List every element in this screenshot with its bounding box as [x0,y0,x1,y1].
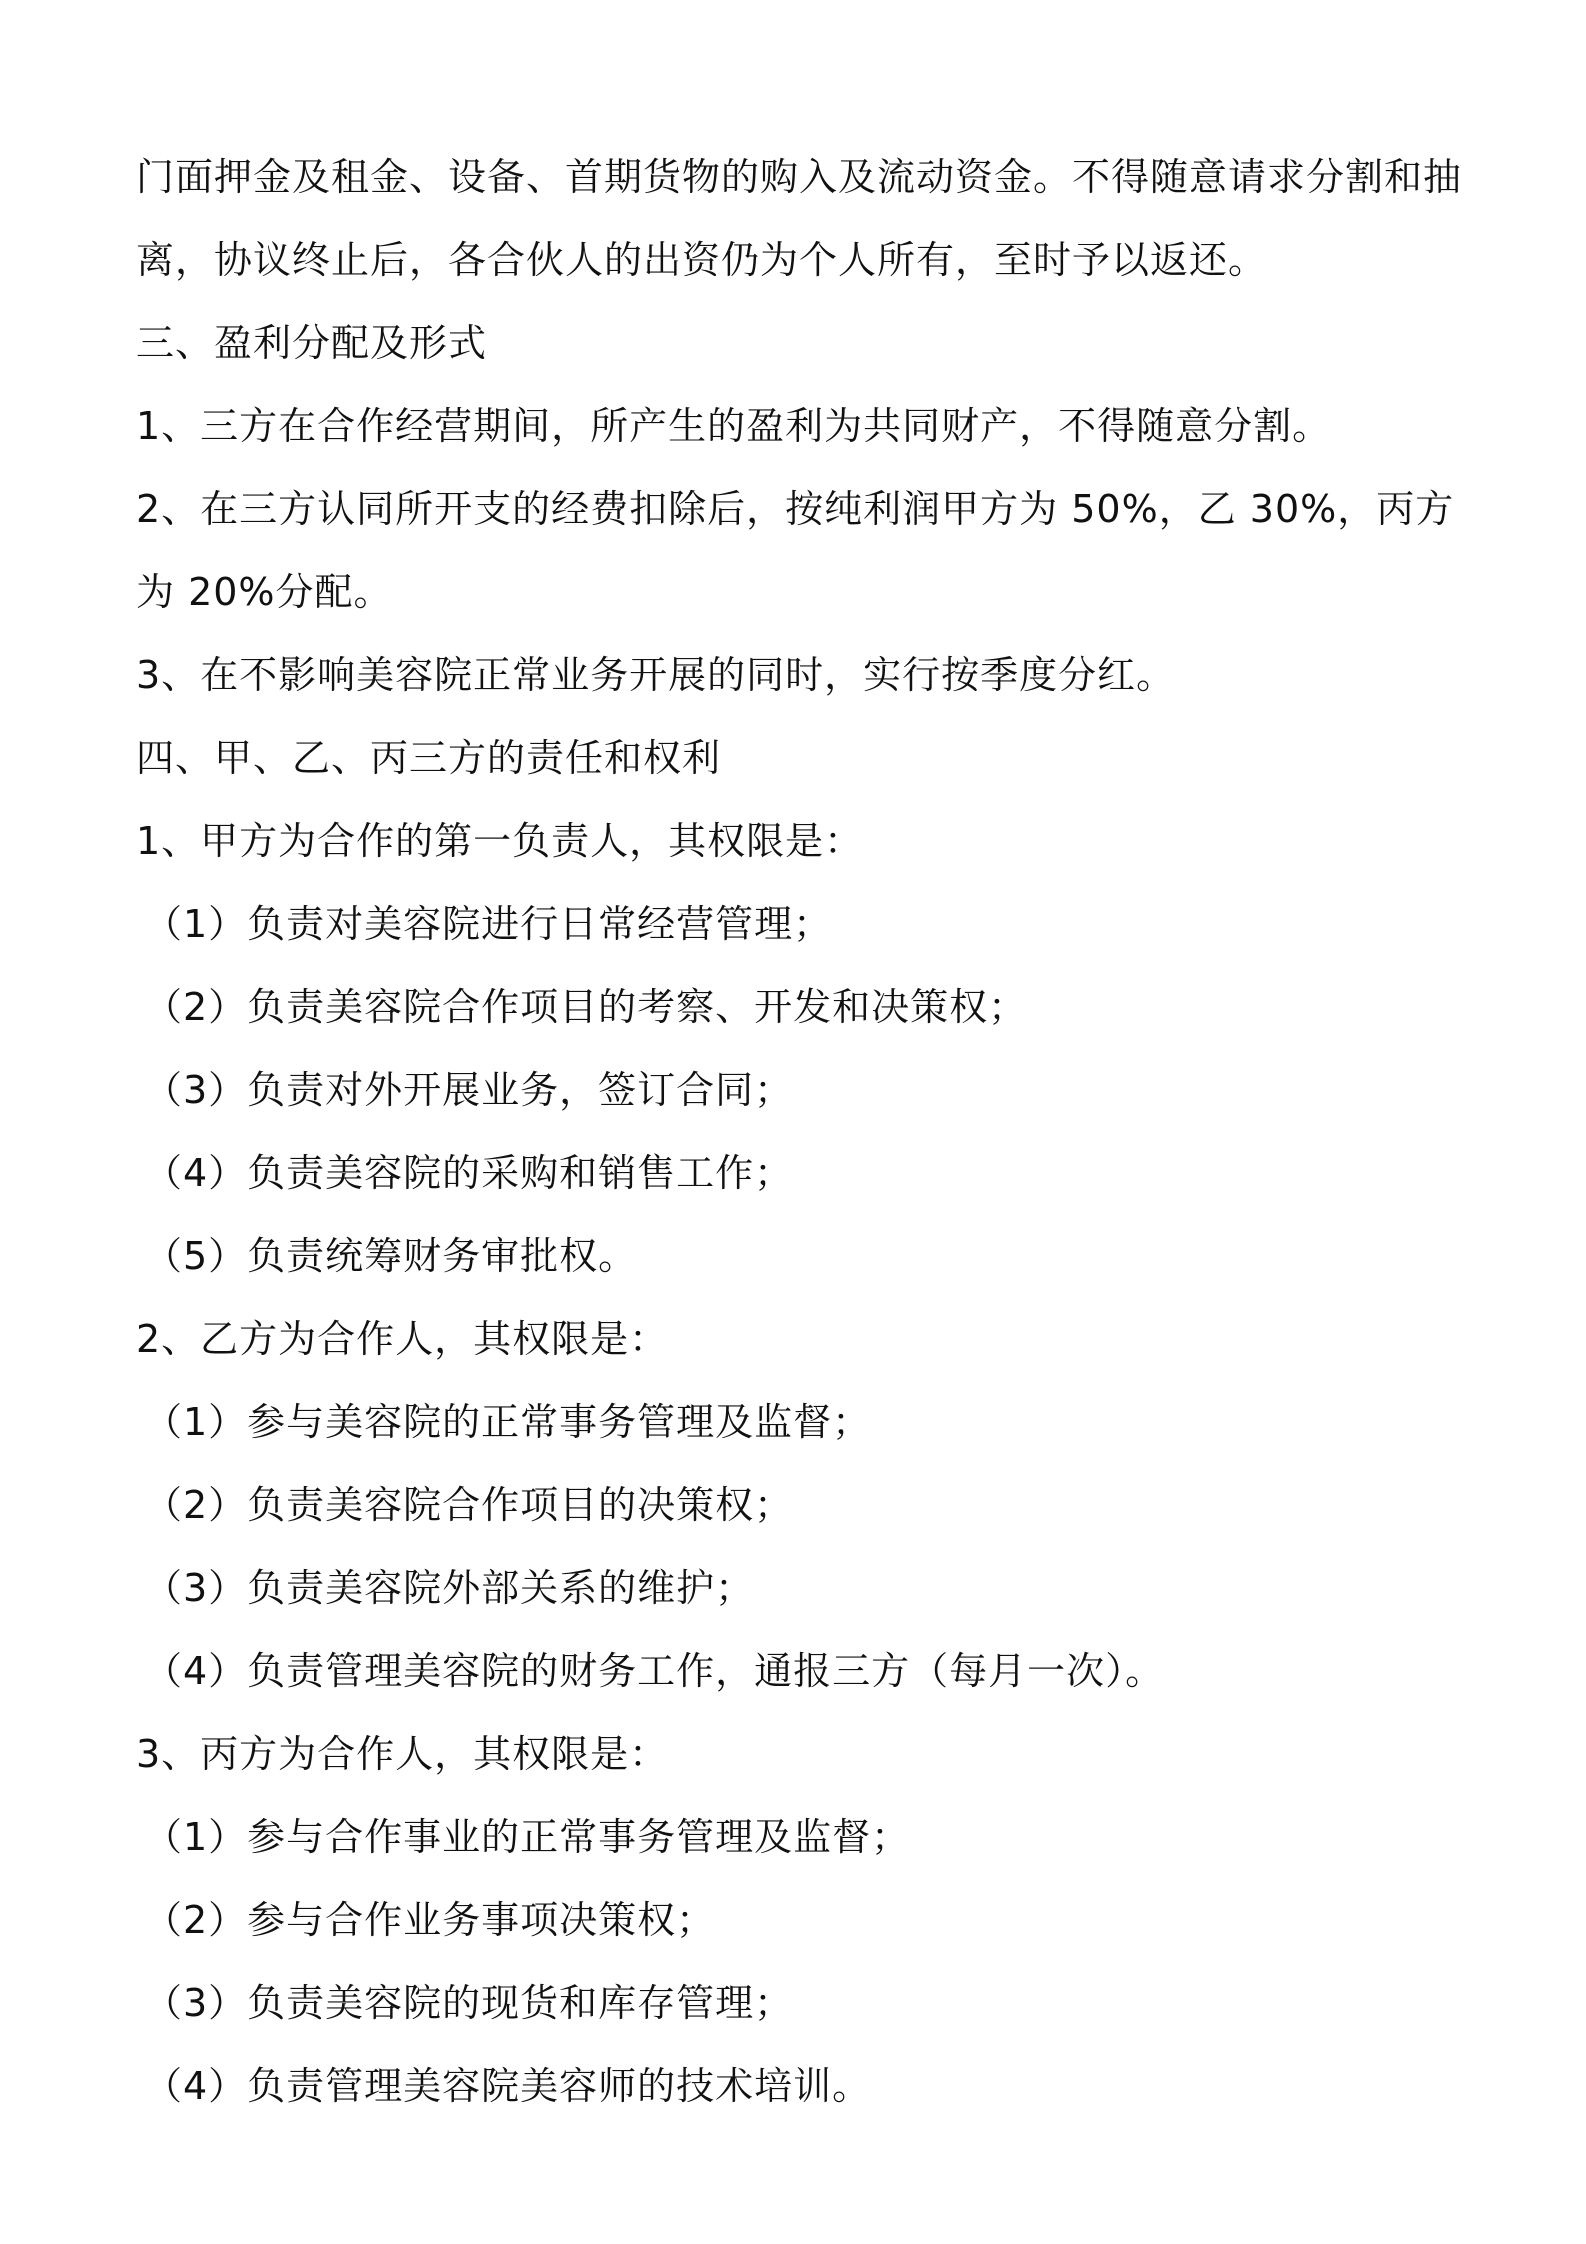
clause-item: 3、在不影响美容院正常业务开展的同时，实行按季度分红。 [136,653,1176,697]
sub-clause-item: （2）参与合作业务事项决策权； [144,1898,716,1942]
sub-clause-item: （3）负责美容院外部关系的维护； [144,1566,755,1610]
paragraph-line: 为 20%分配。 [136,570,393,614]
sub-clause-item: （2）负责美容院合作项目的考察、开发和决策权； [144,985,1028,1029]
clause-item: 3、丙方为合作人，其权限是： [136,1732,669,1776]
sub-clause-item: （5）负责统筹财务审批权。 [144,1234,638,1278]
sub-clause-item: （4）负责管理美容院的财务工作，通报三方（每月一次）。 [144,1649,1165,1693]
sub-clause-item: （3）负责美容院的现货和库存管理； [144,1981,794,2025]
clause-item: 2、乙方为合作人，其权限是： [136,1317,669,1361]
sub-clause-item: （4）负责美容院的采购和销售工作； [144,1151,794,1195]
sub-clause-item: （1）参与合作事业的正常事务管理及监督； [144,1815,911,1859]
clause-item: 1、三方在合作经营期间，所产生的盈利为共同财产，不得随意分割。 [136,404,1332,448]
paragraph-line: 门面押金及租金、设备、首期货物的购入及流动资金。不得随意请求分割和抽 [136,155,1463,199]
sub-clause-item: （4）负责管理美容院美容师的技术培训。 [144,2064,872,2108]
clause-item: 2、在三方认同所开支的经费扣除后，按纯利润甲方为 50%，乙 30%，丙方 [136,487,1455,531]
sub-clause-item: （1）负责对美容院进行日常经营管理； [144,902,833,946]
sub-clause-item: （1）参与美容院的正常事务管理及监督； [144,1400,872,1444]
sub-clause-item: （3）负责对外开展业务，签订合同； [144,1068,794,1112]
sub-clause-item: （2）负责美容院合作项目的决策权； [144,1483,794,1527]
clause-item: 1、甲方为合作的第一负责人，其权限是： [136,819,864,863]
section-heading: 四、甲、乙、丙三方的责任和权利 [136,736,722,780]
section-heading: 三、盈利分配及形式 [136,321,488,365]
paragraph-line: 离，协议终止后，各合伙人的出资仍为个人所有，至时予以返还。 [136,238,1268,282]
